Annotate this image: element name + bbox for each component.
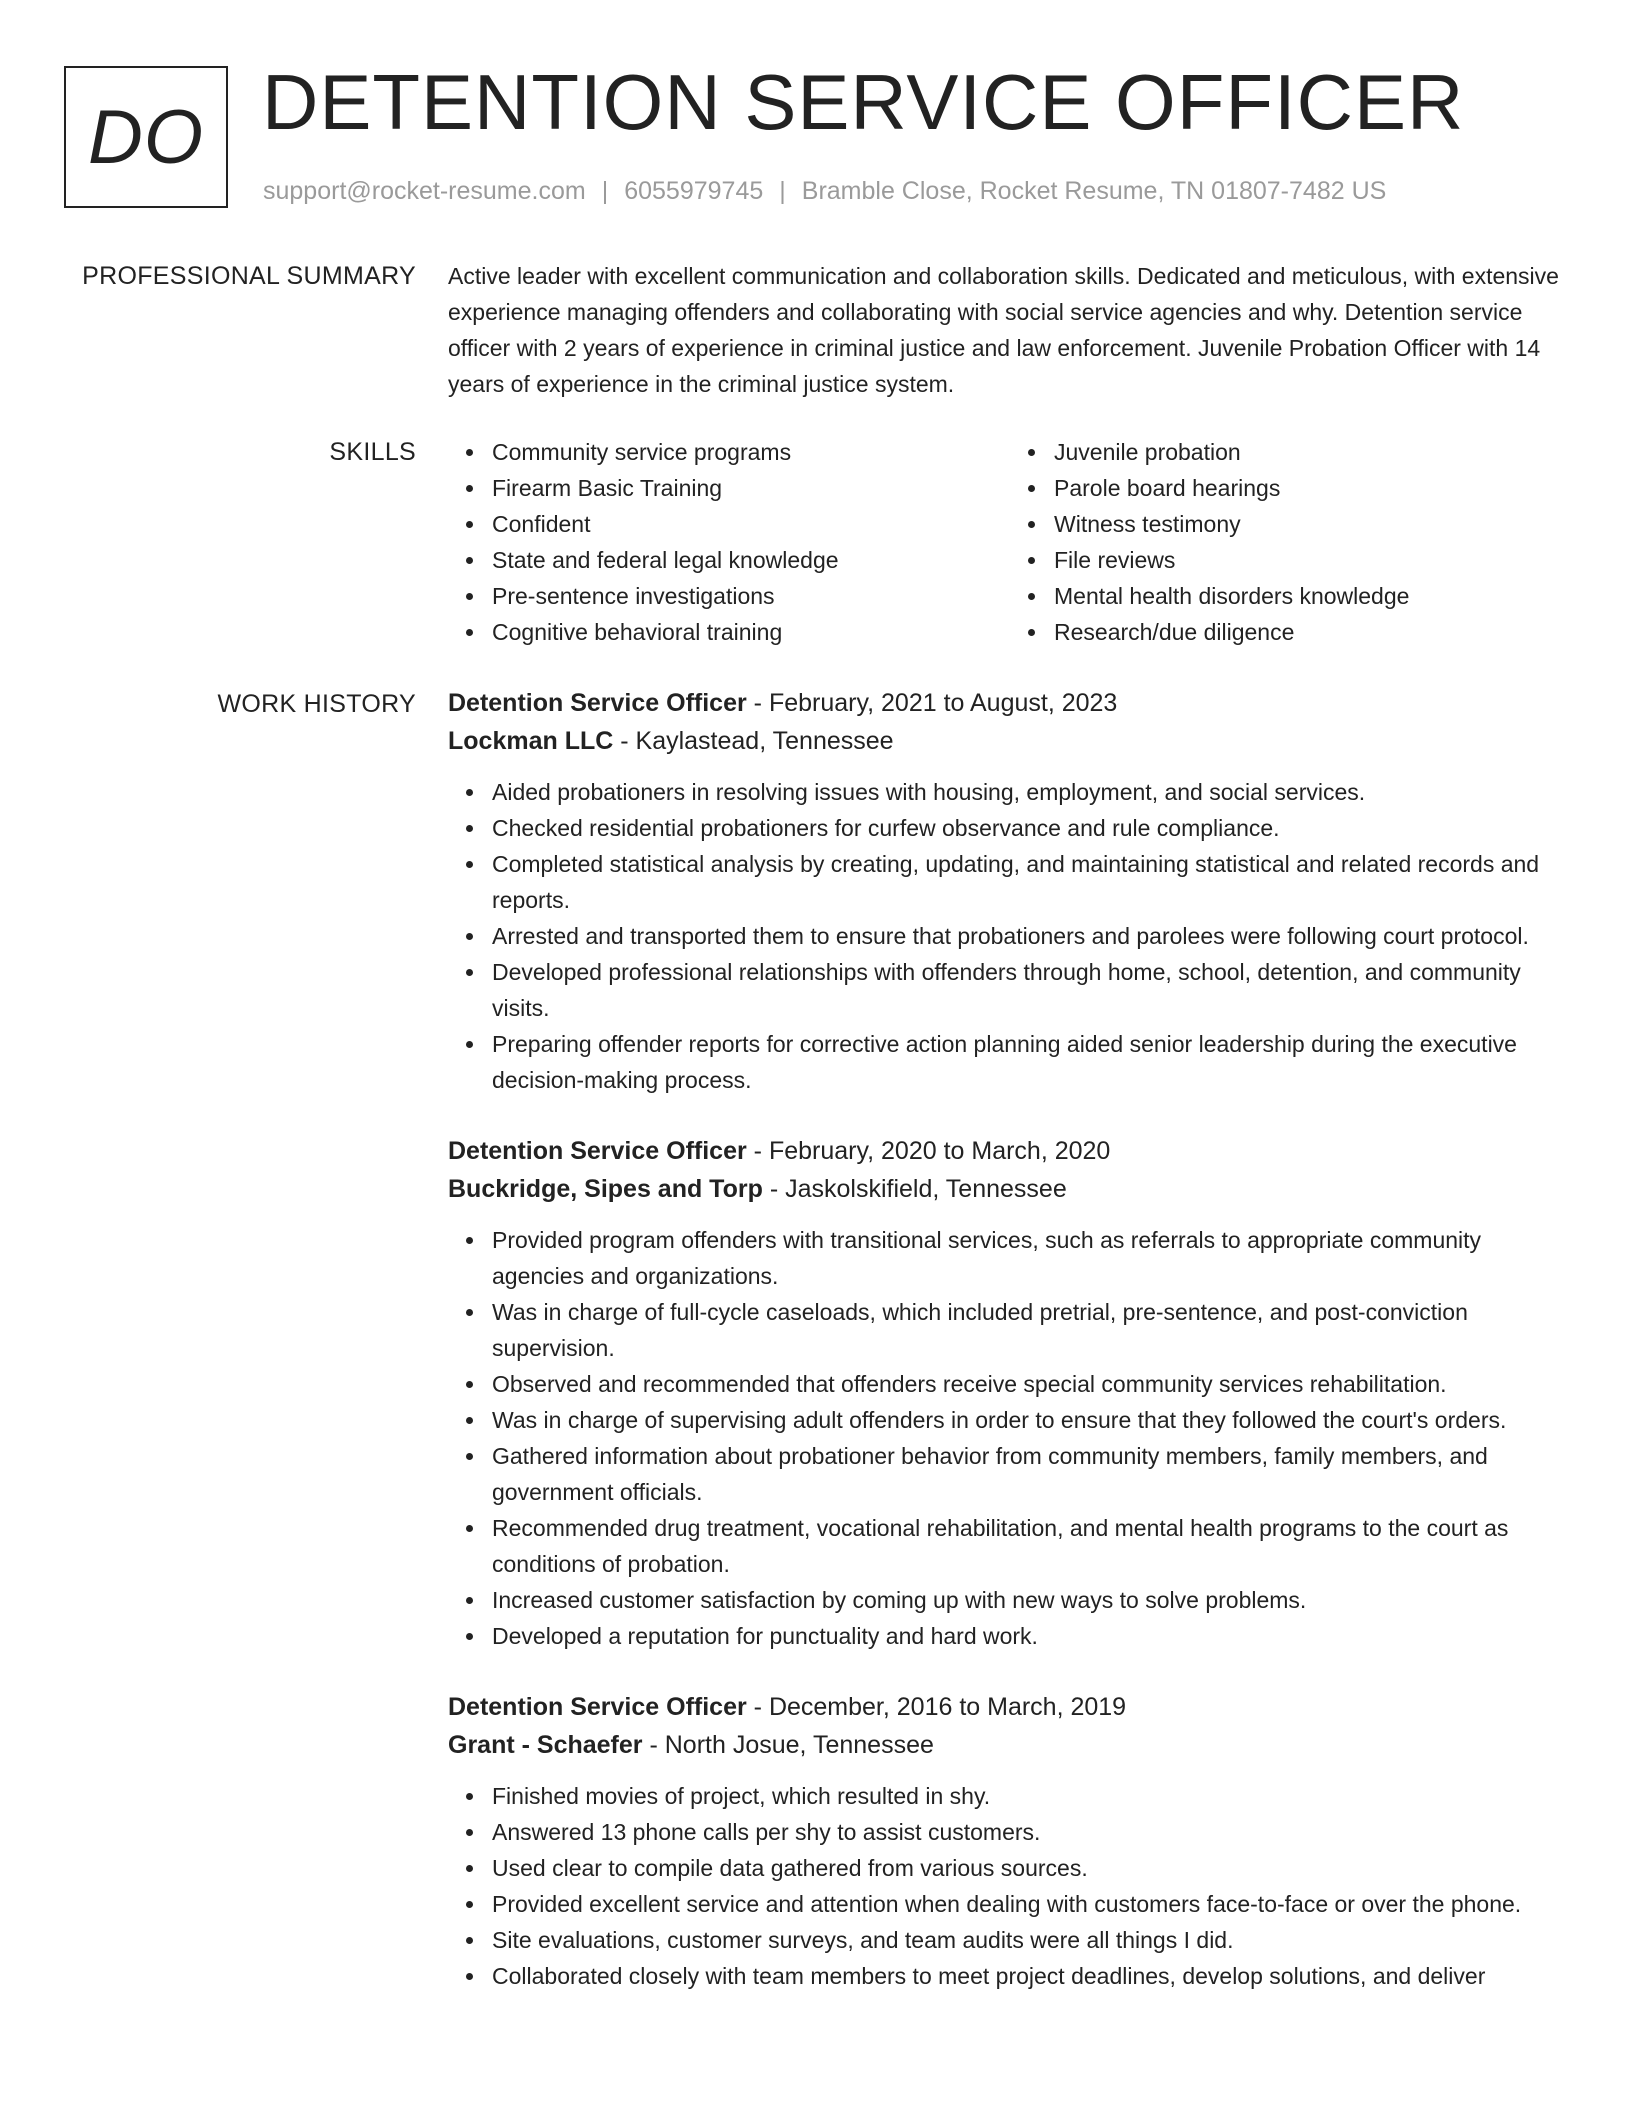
contact-address: Bramble Close, Rocket Resume, TN 01807-7482 US [801,177,1387,205]
job-bullets [448,1778,1572,1994]
job-bullet: Observed and recommended that offenders receive special community services rehabilitation. [492,1366,1572,1402]
job-company: Buckridge, Sipes and Torp [448,1175,763,1203]
job-bullet: Provided program offenders with transitional services, such as referrals to appropriate community agencies and organizations. [492,1222,1572,1294]
job-bullet: Was in charge of supervising adult offenders in order to ensure that they followed the court's orders. [492,1402,1572,1438]
job-bullet: Finished movies of project, which resulted in shy. [492,1778,1572,1814]
job-bullet: Developed a reputation for punctuality and hard work. [492,1618,1572,1654]
resume-title: DETENTION SERVICE OFFICER [262,58,1465,146]
job-bullets [448,774,1572,1098]
summary-heading: PROFESSIONAL SUMMARY [82,262,416,290]
job-dates: December, 2016 to March, 2019 [768,1693,1127,1721]
job-location: Kaylastead, Tennessee [635,727,894,755]
skills-list-right [1010,434,1572,650]
job-bullets [448,1222,1572,1654]
job-entry [448,1688,1572,1994]
job-entry [448,684,1572,1098]
contact-line [263,174,1386,208]
job-dates: February, 2021 to August, 2023 [768,689,1118,717]
job-bullet: Answered 13 phone calls per shy to assist customers. [492,1814,1572,1850]
job-bullet: Recommended drug treatment, vocational rehabilitation, and mental health programs to the court as conditions of probation. [492,1510,1572,1582]
skill-item: Confident [492,506,1010,542]
skill-item: Research/due diligence [1054,614,1572,650]
contact-phone[interactable]: 6055979745 [624,177,764,205]
job-title-line: Detention Service Officer - February, 2021 to August, 2023 [448,689,1118,717]
skills-heading: SKILLS [329,438,416,466]
job-company-line: Lockman LLC - Kaylastead, Tennessee [448,727,894,755]
job-company-line: Grant - Schaefer - North Josue, Tennessee [448,1731,934,1759]
contact-separator: | [779,177,786,205]
skills-list-left [448,434,1010,650]
job-bullet: Checked residential probationers for curfew observance and rule compliance. [492,810,1572,846]
monogram-initials: DO [88,94,204,180]
skill-item: Juvenile probation [1054,434,1572,470]
job-bullet: Gathered information about probationer behavior from community members, family members, and government officials. [492,1438,1572,1510]
contact-separator: | [601,177,609,205]
skill-item: State and federal legal knowledge [492,542,1010,578]
job-company: Grant - Schaefer [448,1731,643,1759]
job-company: Lockman LLC [448,727,614,755]
skill-item: Mental health disorders knowledge [1054,578,1572,614]
skill-item: Parole board hearings [1054,470,1572,506]
job-bullet: Was in charge of full-cycle caseloads, which included pretrial, pre-sentence, and post-conviction supervision. [492,1294,1572,1366]
skill-item: File reviews [1054,542,1572,578]
job-dates: February, 2020 to March, 2020 [768,1137,1111,1165]
summary-text: Active leader with excellent communication and collaboration skills. Dedicated and meticulous, with extensive experience managing offenders and collaborating with social service agencies and why. Detention service officer with 2 years of experience in criminal justice and law enforcement. Juvenile Probation Officer with 14 years of experience in the criminal justice system. [448,263,1559,397]
job-bullet: Developed professional relationships with offenders through home, school, detention, and community visits. [492,954,1572,1026]
job-bullet: Used clear to compile data gathered from various sources. [492,1850,1572,1886]
monogram-box [64,66,228,208]
job-location: North Josue, Tennessee [664,1731,934,1759]
skill-item: Community service programs [492,434,1010,470]
skill-item: Cognitive behavioral training [492,614,1010,650]
work-history-heading: WORK HISTORY [217,690,416,718]
job-title: Detention Service Officer [448,1137,747,1165]
job-bullet: Completed statistical analysis by creating, updating, and maintaining statistical and related records and reports. [492,846,1572,918]
job-company-line: Buckridge, Sipes and Torp - Jaskolskifield, Tennessee [448,1175,1067,1203]
job-bullet: Provided excellent service and attention when dealing with customers face-to-face or over the phone. [492,1886,1572,1922]
job-title: Detention Service Officer [448,689,747,717]
skill-item: Witness testimony [1054,506,1572,542]
job-entry [448,1132,1572,1654]
job-bullet: Site evaluations, customer surveys, and team audits were all things I did. [492,1922,1572,1958]
job-bullet: Preparing offender reports for corrective action planning aided senior leadership during the executive decision-making process. [492,1026,1572,1098]
job-title-line: Detention Service Officer - February, 2020 to March, 2020 [448,1137,1111,1165]
job-title-line: Detention Service Officer - December, 2016 to March, 2019 [448,1693,1127,1721]
job-title: Detention Service Officer [448,1693,747,1721]
job-bullet: Collaborated closely with team members to meet project deadlines, develop solutions, and deliver [492,1958,1572,1994]
job-bullet: Arrested and transported them to ensure that probationers and parolees were following court protocol. [492,918,1572,954]
job-location: Jaskolskifield, Tennessee [785,1175,1067,1203]
job-bullet: Aided probationers in resolving issues with housing, employment, and social services. [492,774,1572,810]
job-bullet: Increased customer satisfaction by coming up with new ways to solve problems. [492,1582,1572,1618]
contact-email[interactable]: support@rocket-resume.com [263,177,586,205]
skill-item: Pre-sentence investigations [492,578,1010,614]
skill-item: Firearm Basic Training [492,470,1010,506]
